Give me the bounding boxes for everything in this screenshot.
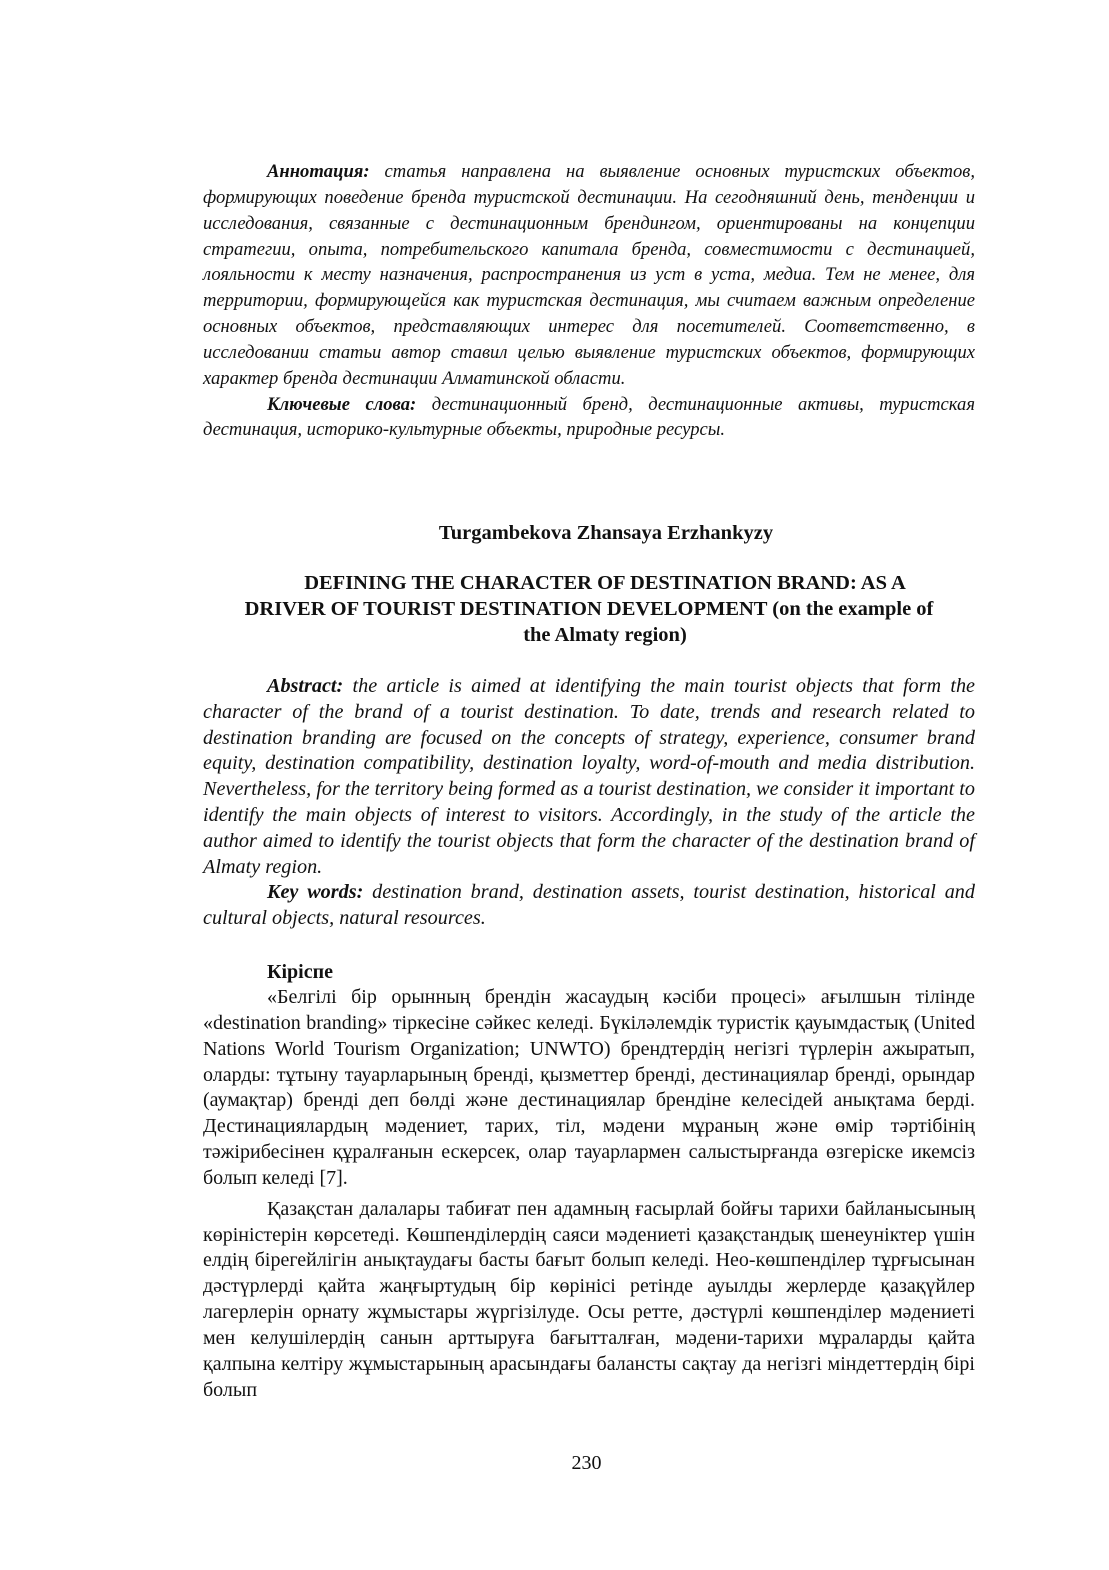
abstract-en-text: the article is aimed at identifying the main tourist objects that form the character of the brand of a tourist destination. To date, trends and research related to destination branding are focused on the concepts of strategy, experience, consumer brand equity, destination compatibility, destination loyalty, word-of-mouth and media distribution. Nevertheless, for the territory being formed as a tourist destination, we consider it important to identify the main objects of interest to visitors. Accordingly, in the study of the article the author aimed to identify the tourist objects that form the character of the destination brand of Almaty region.: [203, 675, 975, 878]
annotation-ru-label: Аннотация:: [267, 161, 370, 182]
author-name: Turgambekova Zhansaya Erzhankyzy: [438, 522, 774, 544]
keywords-en-text: destination brand, destination assets, tourist destination, historical and cultural objects, natural resources.: [203, 881, 975, 930]
abstract-en-label: Abstract:: [267, 675, 344, 697]
intro-paragraph-1: «Белгілі бір орынның брендін жасаудың кәсіби процесі» ағылшын тілінде «destination branding» тіркесіне сәйкес келеді. Бүкіләлемдік туристік қауымдастық (United Nations World Tourism Organization; UNWTO) брендтердің негізгі түрлерін ажыратып, оларды: тұтыну тауарларының бренді, қызметтер бренді, дестинациялар бренді, орындар (аумақтар) бренді деп бөлді және дестинациялар брендіне келесідей анықтама берді. Дестинациялардың мәдениет, тарих, тіл, мәдени мұраның және өмір тәртібінің тәжірибесінен құралғанын ескерсек, олар тауарлармен салыстырғанда өзгеріске икемсіз болып келеді [7].: [203, 986, 975, 1189]
article-title-line-3: the Almaty region): [523, 624, 687, 646]
keywords-en-label: Key words:: [267, 881, 364, 904]
annotation-ru-text: статья направлена на выявление основных туристских объектов, формирующих поведение бренда туристской дестинации. На сегодняшний день, тенденции и исследования, связанные с дестинационным брендингом, ориентированы на концепции стратегии, опыта, потребительского капитала бренда, совместимости с дестинацией, лояльности к месту назначения, распространения из уст в уста, медиа. Тем не менее, для территории, формирующейся как туристская дестинация, мы считаем важным определение основных объектов, представляющих интерес для посетителей. Соответственно, в исследовании статьи автор ставил целью выявление туристских объектов, формирующих характер бренда дестинации Алматинской области.: [203, 161, 975, 389]
abstract-en-block: [203, 674, 975, 932]
article-title-line-2: DRIVER OF TOURIST DESTINATION DEVELOPMENT (on the example of: [244, 598, 934, 620]
section-heading-intro: Кіріспе: [267, 961, 334, 983]
article-title: [203, 570, 975, 648]
keywords-ru-paragraph: [203, 392, 975, 444]
abstract-en-paragraph: [203, 674, 975, 880]
intro-body: [203, 985, 975, 1404]
keywords-en-paragraph: [203, 880, 975, 932]
keywords-ru-label: Ключевые слова:: [267, 393, 417, 415]
intro-paragraph-2: Қазақстан далалары табиғат пен адамның ғасырлай бойғы тарихи байланысының көріністерін көрсетеді. Көшпенділердің саяси мәдениеті қазақстандық шенеуніктер үшін елдің бірегейлігін анықтаудағы басты бағыт болып келеді. Нео-көшпенділер тұрғысынан дәстүрлерді қайта жаңғыртудың бір көрінісі ретінде ауылды жерлерде қазақүйлер лагерлерін орнату жұмыстары жүргізілуде. Осы ретте, дәстүрлі көшпенділер мәдениеті мен келушілердің санын арттыруға бағытталған, мәдени-тарихи мұраларды қайта қалпына келтіру жұмыстарының арасындағы балансты сақтау да негізгі міндеттердің бірі болып: [203, 1197, 975, 1401]
page-number: 230: [571, 1452, 602, 1474]
annotation-ru-block: [203, 159, 975, 443]
article-title-line-1: DEFINING THE CHARACTER OF DESTINATION BRAND: AS A: [304, 572, 906, 594]
keywords-ru-text: дестинационный бренд, дестинационные активы, туристская дестинация, историко-культурные объекты, природные ресурсы.: [203, 393, 975, 441]
annotation-ru-paragraph: [203, 159, 975, 392]
